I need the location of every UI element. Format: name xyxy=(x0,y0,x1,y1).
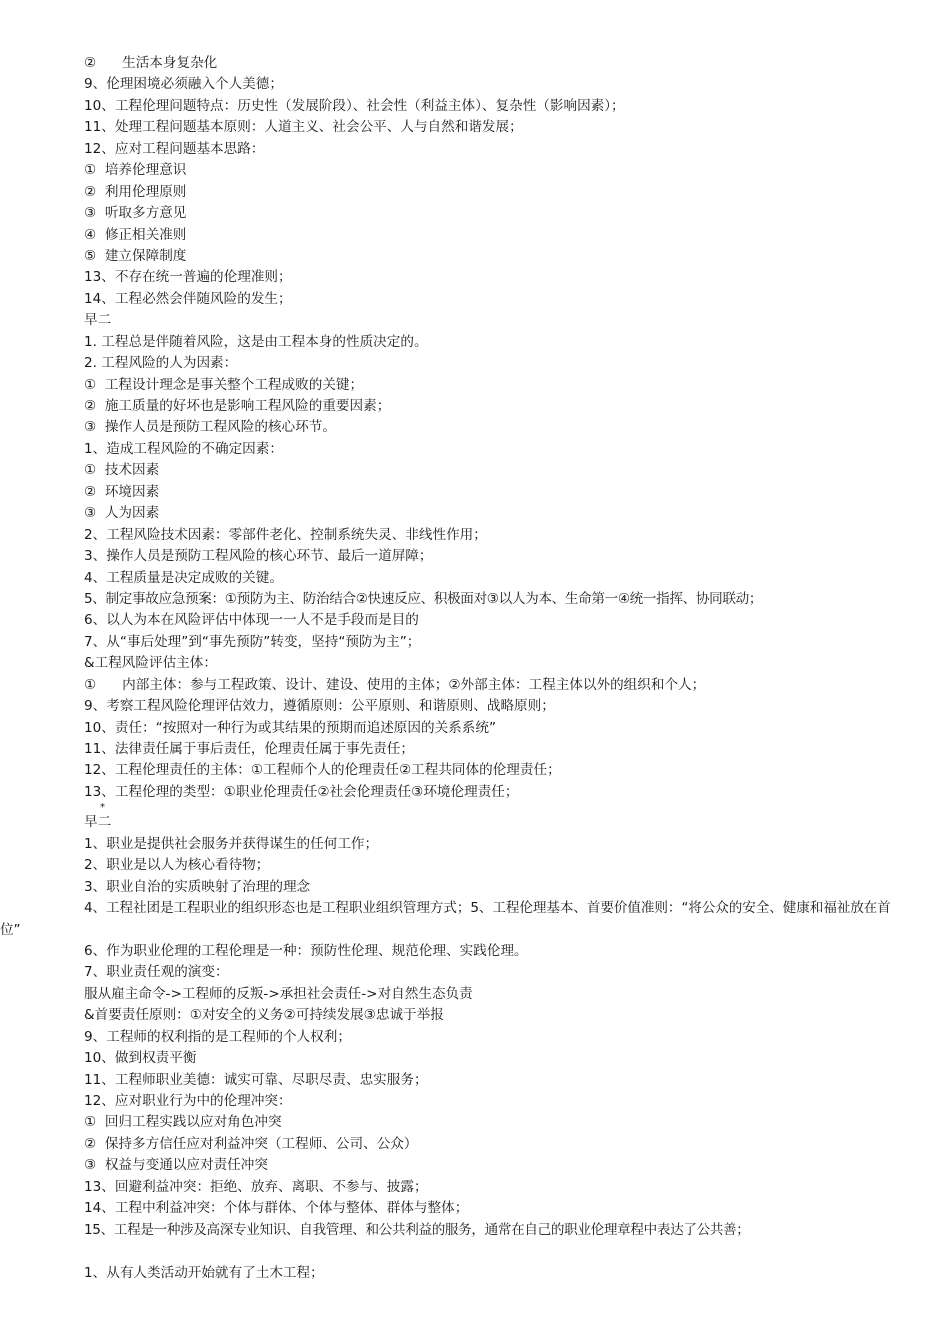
list-item: ① 回归工程实践以应对角色冲突 xyxy=(84,1114,282,1131)
list-item: ① 工程设计理念是事关整个工程成败的关键； xyxy=(84,376,364,393)
list-item: 1、从有人类活动开始就有了土木工程； xyxy=(84,1264,324,1281)
list-item: 10、责任：“按照对一种行为或其结果的预期而追述原因的关系系统” xyxy=(84,719,497,736)
list-item: 11、处理工程问题基本原则：人道主义、社会公平、人与自然和谐发展； xyxy=(84,119,523,136)
document-body xyxy=(0,53,950,1284)
list-item: 2. 工程风险的人为因素： xyxy=(84,355,238,372)
list-item: ① 技术因素 xyxy=(84,462,160,479)
list-item: 13、不存在统一普遍的伦理准则； xyxy=(84,269,292,286)
list-item: 3、操作人员是预防工程风险的核心环节、最后一道屏障； xyxy=(84,548,433,565)
list-item: 12、工程伦理责任的主体：①工程师个人的伦理责任②工程共同体的伦理责任； xyxy=(84,762,561,779)
list-item: ③ 人为因素 xyxy=(84,505,160,522)
list-item: ⑤ 建立保障制度 xyxy=(84,247,187,264)
list-item: 14、工程中利益冲突：个体与群体、个体与整体、群体与整体； xyxy=(84,1200,469,1217)
list-item: ① 内部主体：参与工程政策、设计、建设、使用的主体；②外部主体：工程主体以外的组织和个人； xyxy=(84,676,706,693)
list-item: &工程风险评估主体： xyxy=(84,655,217,672)
list-item: 9、伦理困境必须融入个人美德； xyxy=(84,76,283,93)
list-item: ② 环境因素 xyxy=(84,483,160,500)
list-item: ④ 修正相关准则 xyxy=(84,226,187,243)
section-heading: 早二 xyxy=(84,814,112,831)
list-item: 4、工程社团是工程职业的组织形态也是工程职业组织管理方式；5、工程伦理基本、首要价值准则：“将公众的安全、健康和福祉放在首位” xyxy=(0,900,891,938)
list-item: 12、应对工程问题基本思路： xyxy=(84,140,265,157)
list-item: 14、工程必然会伴随风险的发生； xyxy=(84,290,292,307)
list-item: 3、职业自治的实质映射了治理的理念 xyxy=(84,878,311,895)
list-item: 1、职业是提供社会服务并获得谋生的任何工作； xyxy=(84,835,379,852)
list-item: ② 利用伦理原则 xyxy=(84,183,187,200)
blank-line xyxy=(0,1241,950,1262)
list-item: 12、应对职业行为中的伦理冲突： xyxy=(84,1093,292,1110)
list-item: 13、工程伦理的类型：①职业伦理责任②社会伦理责任③环境伦理责任； xyxy=(84,783,519,800)
list-item: 9、工程师的权利指的是工程师的个人权利； xyxy=(84,1028,351,1045)
list-item: 15、工程是一种涉及高深专业知识、自我管理、和公共利益的服务，通常在自己的职业伦理章程中表达了公共善； xyxy=(84,1221,750,1238)
list-item: ① 培养伦理意识 xyxy=(84,162,187,179)
list-item: 6、以人为本在风险评估中体现一一人不是手段而是目的 xyxy=(84,612,419,629)
section-heading: 早二 xyxy=(84,312,112,329)
list-item: ② 保持多方信任应对利益冲突（工程师、公司、公众） xyxy=(84,1135,418,1152)
list-item: 11、工程师职业美德：诚实可靠、尽职尽责、忠实服务； xyxy=(84,1071,428,1088)
list-item: 2、职业是以人为核心看待物； xyxy=(84,857,270,874)
list-item: ② 生活本身复杂化 xyxy=(84,55,218,71)
list-item: 9、考察工程风险伦理评估效力，遵循原则：公平原则、和谐原则、战略原则； xyxy=(84,698,555,715)
list-item: 10、工程伦理问题特点：历史性（发展阶段）、社会性（利益主体）、复杂性（影响因素）； xyxy=(84,97,625,114)
list-item: 4、工程质量是决定成败的关键。 xyxy=(84,569,283,586)
list-item: 11、法律责任属于事后责任，伦理责任属于事先责任； xyxy=(84,741,414,757)
list-item: 2、工程风险技术因素：零部件老化、控制系统失灵、非线性作用； xyxy=(84,526,487,543)
list-item: 5、制定事故应急预案：①预防为主、防治结合②快速反应、积极面对③以人为本、生命第一④统一指挥、协同联动； xyxy=(84,590,763,607)
list-item: &首要责任原则：①对安全的义务②可持续发展③忠诚于举报 xyxy=(84,1007,444,1024)
list-item: 7、职业责任观的演变： xyxy=(84,964,229,981)
asterisk-mark: * xyxy=(100,802,105,814)
list-item: ③ 权益与变通以应对责任冲突 xyxy=(84,1157,268,1174)
list-item: 服从雇主命令->工程师的反叛->承担社会责任->对自然生态负责 xyxy=(84,985,473,1002)
list-item: 10、做到权责平衡 xyxy=(84,1050,197,1067)
list-item: ② 施工质量的好坏也是影响工程风险的重要因素； xyxy=(84,398,391,414)
list-item: 1、造成工程风险的不确定因素： xyxy=(84,440,283,457)
list-item: 13、回避利益冲突：拒绝、放弃、离职、不参与、披露； xyxy=(84,1178,428,1195)
list-item: 6、作为职业伦理的工程伦理是一种：预防性伦理、规范伦理、实践伦理。 xyxy=(84,942,528,959)
list-item: ③ 操作人员是预防工程风险的核心环节。 xyxy=(84,419,336,436)
list-item: ③ 听取多方意见 xyxy=(84,205,187,222)
list-item: 1. 工程总是伴随着风险，这是由工程本身的性质决定的。 xyxy=(84,333,428,350)
list-item: 7、从“事后处理”到“事先预防”转变，坚持“预防为主”； xyxy=(84,633,421,650)
